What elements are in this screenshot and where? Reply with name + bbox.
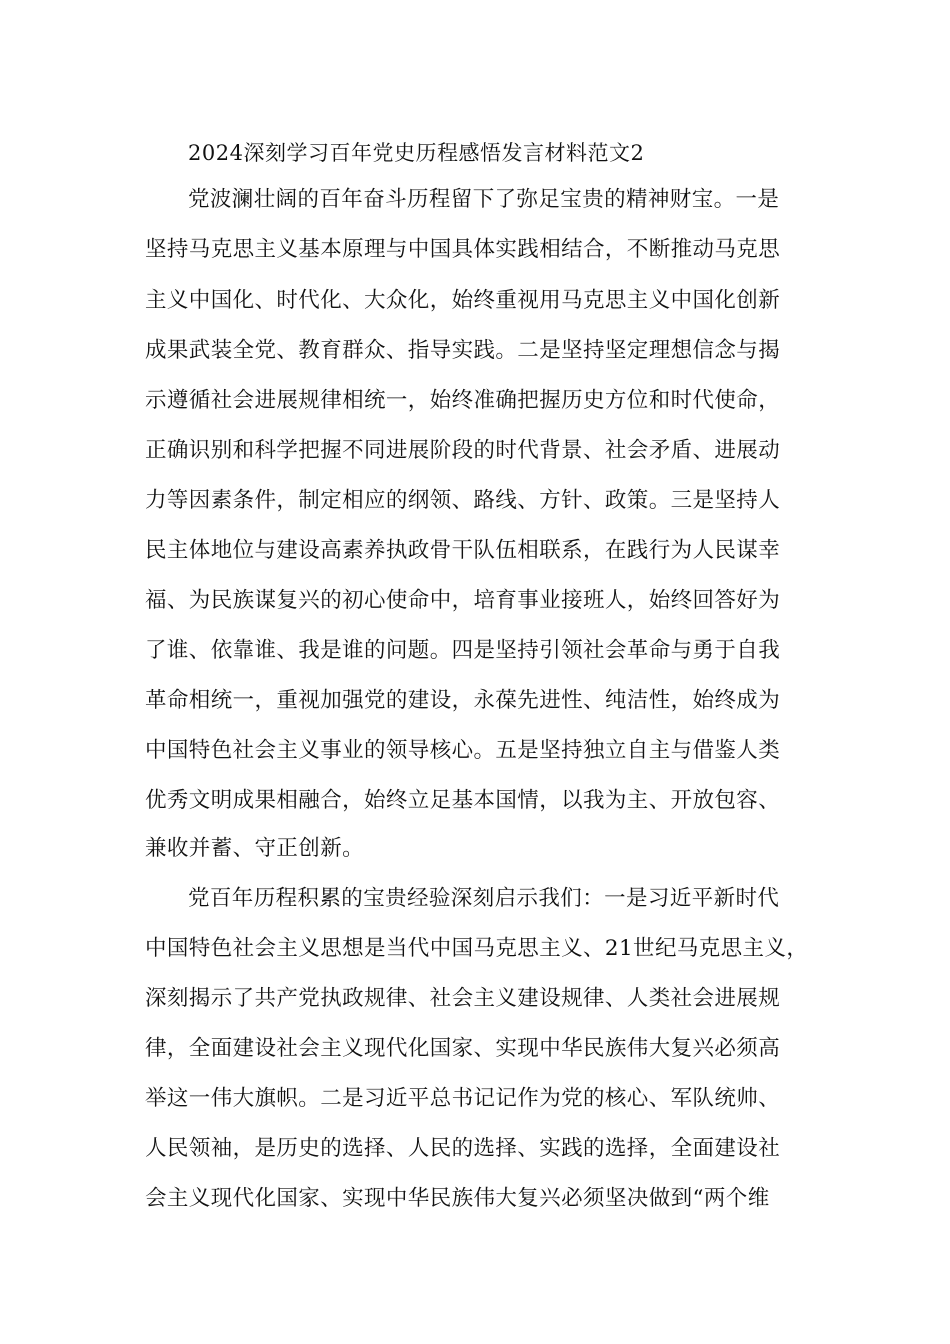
paragraph-2-line-3: 深刻揭示了共产党执政规律、社会主义建设规律、人类社会进展规 xyxy=(145,986,781,1011)
paragraph-1-line-2: 坚持马克思主义基本原理与中国具体实践相结合，不断推动马克思 xyxy=(145,237,781,262)
paragraph-1-line-7: 力等因素条件，制定相应的纲领、路线、方针、政策。三是坚持人 xyxy=(145,488,781,513)
paragraph-1-line-11: 革命相统一，重视加强党的建设，永葆先进性、纯洁性，始终成为 xyxy=(145,688,781,713)
paragraph-2-line-4: 律，全面建设社会主义现代化国家、实现中华民族伟大复兴必须高 xyxy=(145,1036,781,1061)
paragraph-2-line-7: 会主义现代化国家、实现中华民族伟大复兴必须坚决做到“两个维 xyxy=(145,1186,770,1211)
document-title: 2024深刻学习百年党史历程感悟发言材料范文2 xyxy=(188,141,645,165)
paragraph-2-line-1: 党百年历程积累的宝贵经验深刻启示我们：一是习近平新时代 xyxy=(188,886,780,911)
paragraph-1-line-1: 党波澜壮阔的百年奋斗历程留下了弥足宝贵的精神财宝。一是 xyxy=(188,187,780,212)
paragraph-1-line-9: 福、为民族谋复兴的初心使命中，培育事业接班人，始终回答好为 xyxy=(145,588,781,613)
paragraph-1-line-12: 中国特色社会主义事业的领导核心。五是坚持独立自主与借鉴人类 xyxy=(145,738,781,763)
paragraph-1-line-14: 兼收并蓄、守正创新。 xyxy=(145,836,365,861)
paragraph-1-line-10: 了谁、依靠谁、我是谁的问题。四是坚持引领社会革命与勇于自我 xyxy=(145,638,781,663)
paragraph-1-line-6: 正确识别和科学把握不同进展阶段的时代背景、社会矛盾、进展动 xyxy=(145,438,781,463)
paragraph-1-line-3: 主义中国化、时代化、大众化，始终重视用马克思主义中国化创新 xyxy=(145,288,781,313)
paragraph-1-line-13: 优秀文明成果相融合，始终立足基本国情，以我为主、开放包容、 xyxy=(145,788,781,813)
paragraph-2-line-5: 举这一伟大旗帜。二是习近平总书记记作为党的核心、军队统帅、 xyxy=(145,1086,781,1111)
paragraph-1-line-4: 成果武装全党、教育群众、指导实践。二是坚持坚定理想信念与揭 xyxy=(145,338,781,363)
paragraph-1-line-8: 民主体地位与建设高素养执政骨干队伍相联系，在践行为人民谋幸 xyxy=(145,538,781,563)
paragraph-2-line-2: 中国特色社会主义思想是当代中国马克思主义、21世纪马克思主义， xyxy=(145,936,809,961)
paragraph-2-line-6: 人民领袖，是历史的选择、人民的选择、实践的选择，全面建设社 xyxy=(145,1136,781,1161)
paragraph-1-line-5: 示遵循社会进展规律相统一，始终准确把握历史方位和时代使命， xyxy=(145,388,781,413)
